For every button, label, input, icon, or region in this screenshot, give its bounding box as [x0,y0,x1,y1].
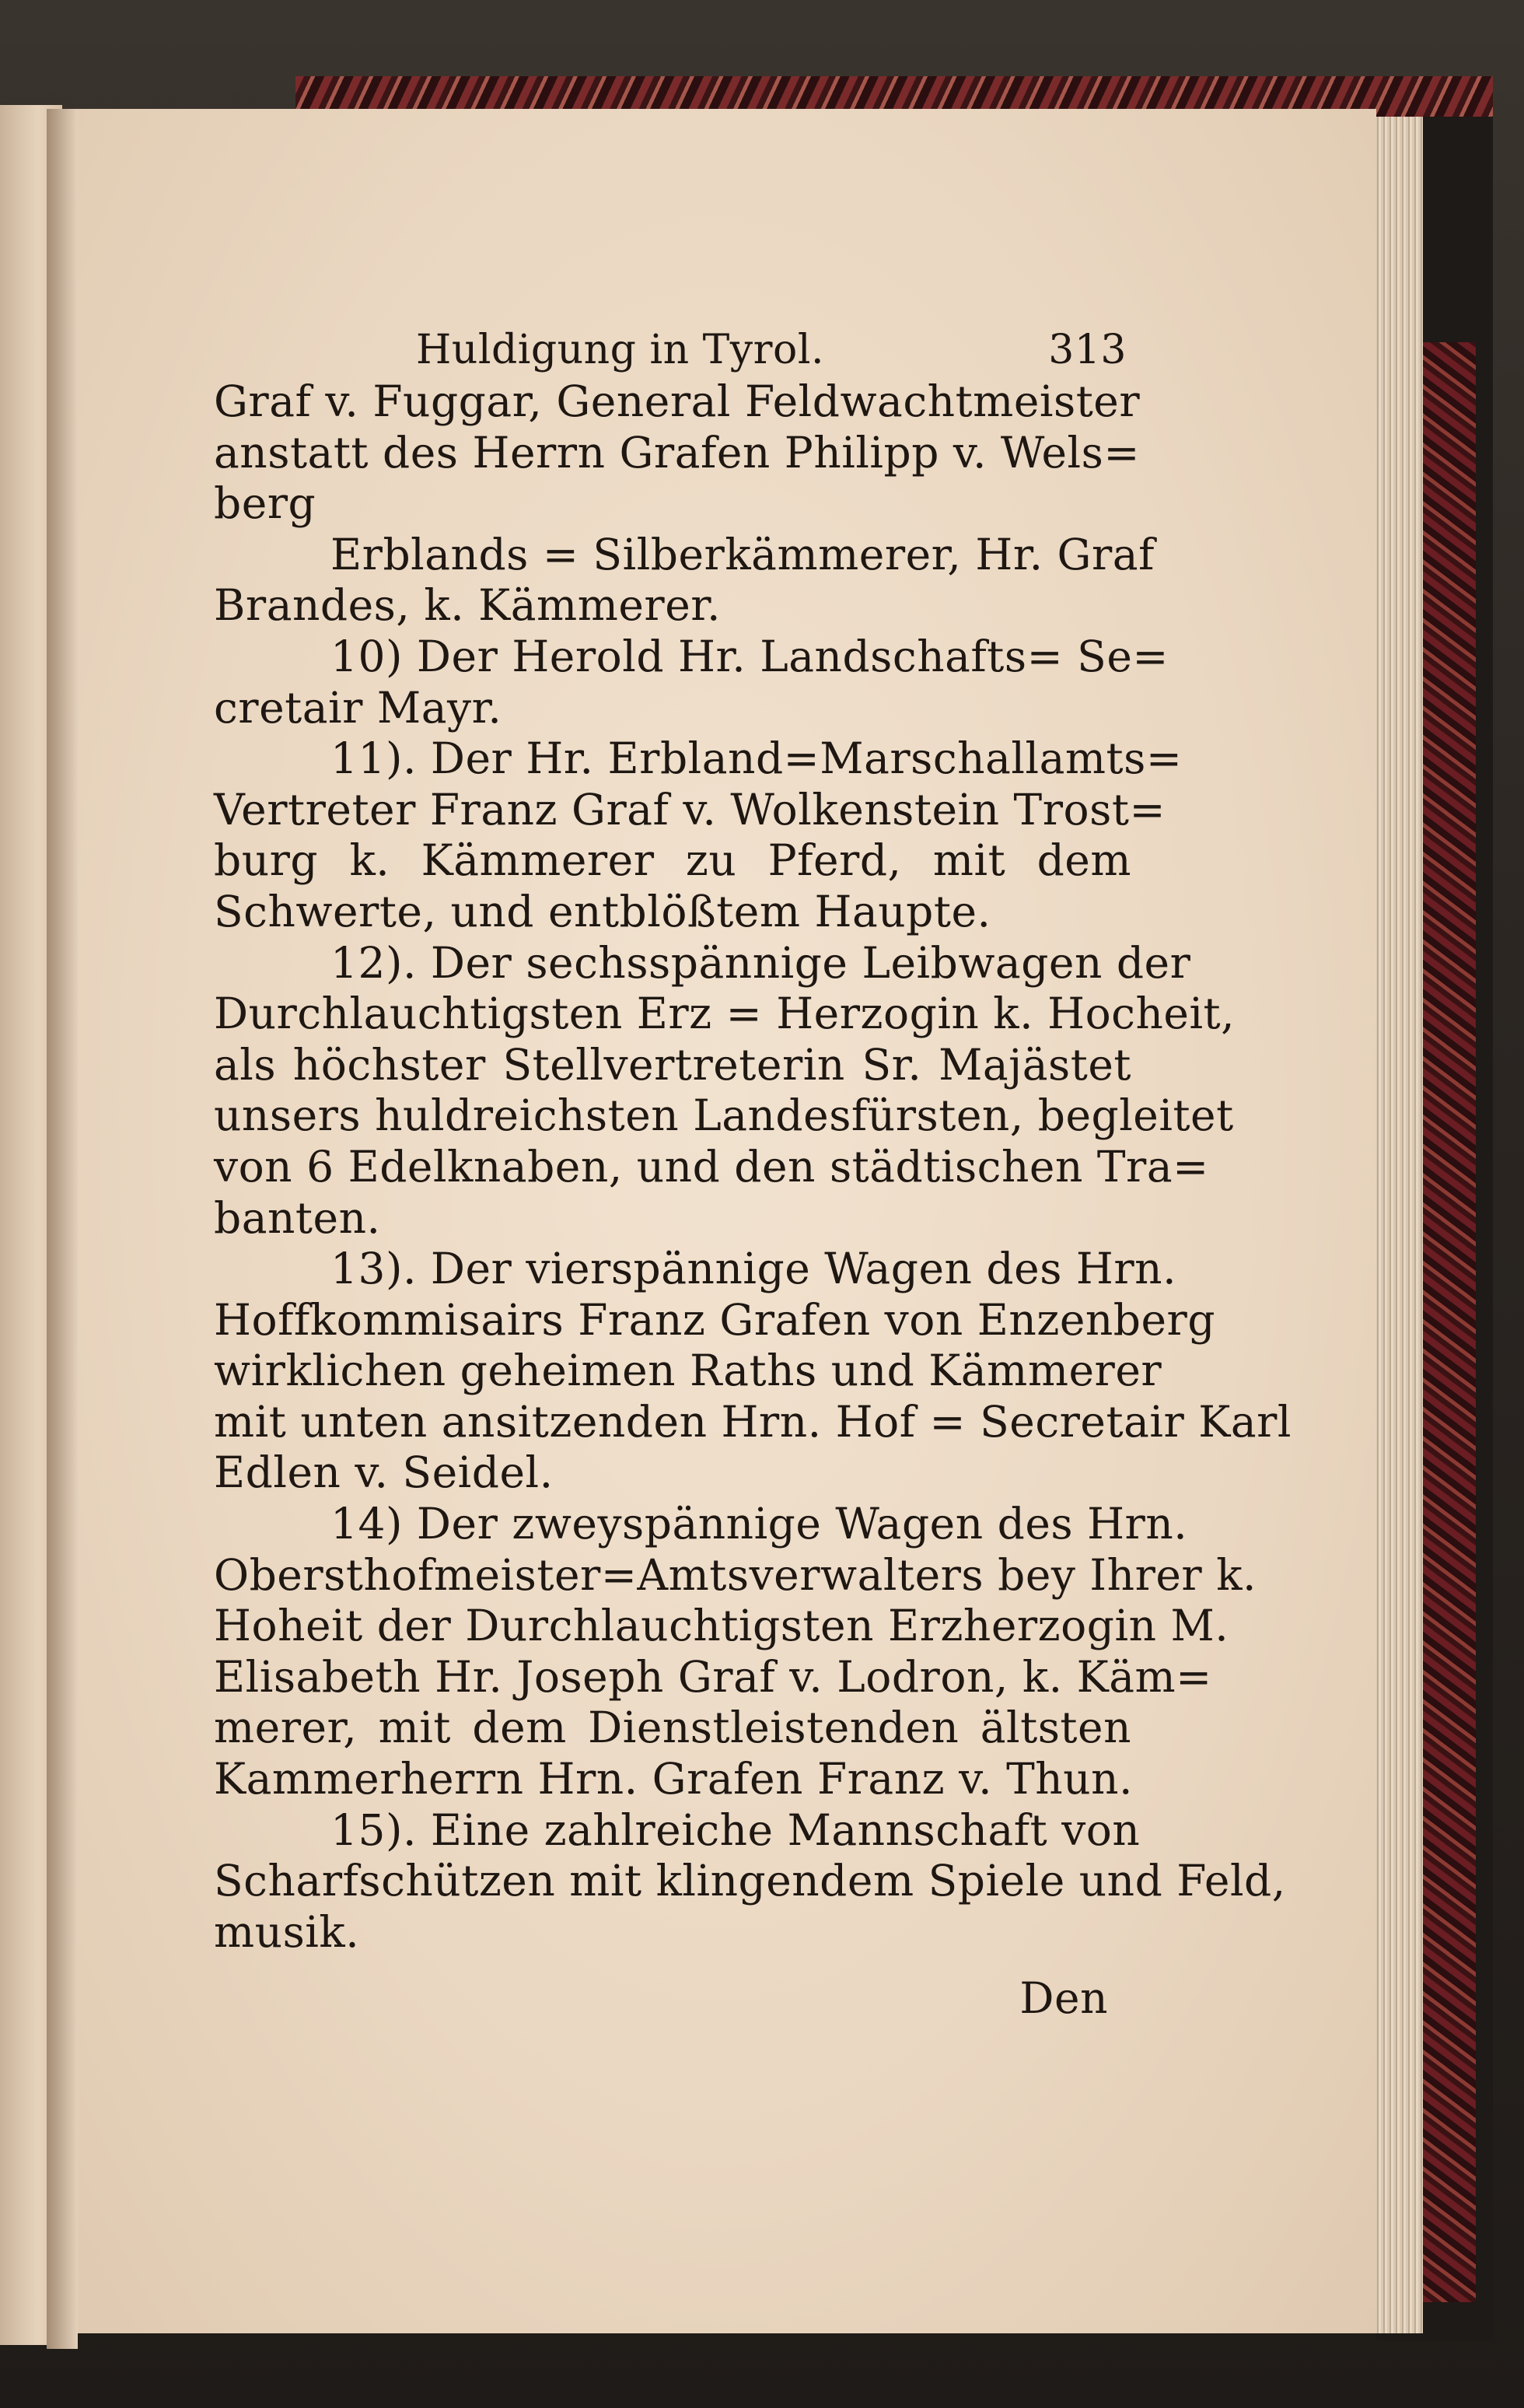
marbled-cover-edge [1421,342,1476,2302]
text-line: unsers huldreichsten Landesfürsten, begleitet [214,1090,1234,1141]
text-line: von 6 Edelknaben, und den städtischen Tra= [214,1141,1209,1192]
text-line: berg [214,478,316,529]
text-line: 11). Der Hr. Erbland=Marschallamts= [330,733,1183,784]
text-line: cretair Mayr. [214,682,502,733]
text-line: Obersthofmeister=Amtsverwalters bey Ihrer k. [214,1549,1257,1600]
text-line: Graf v. Fuggar, General Feldwachtmeister [214,376,1141,426]
text-line: merer, mit dem Dienstleistenden ältsten [214,1703,1131,1753]
text-line: 12). Der sechsspännige Leibwagen der [330,937,1191,988]
text-line: Erblands = Silberkämmerer, Hr. Graf [330,529,1155,579]
page-number: 313 [1048,327,1127,373]
text-line: Schwerte, und entblößtem Haupte. [214,886,991,936]
running-head [214,325,1131,376]
text-line: burg k. Kämmerer zu Pferd, mit dem [214,835,1131,886]
text-line: anstatt des Herrn Grafen Philipp v. Wels= [214,427,1140,478]
text-line: banten. [214,1192,381,1243]
text-line: Brandes, k. Kämmerer. [214,580,721,631]
text-line: Hoheit der Durchlauchtigsten Erzherzogin M. [214,1601,1229,1651]
text-line: Kammerherrn Hrn. Grafen Franz v. Thun. [214,1754,1134,1804]
page-gutter [47,109,78,2349]
text-line: Scharfschützen mit klingendem Spiele und Feld, [214,1856,1286,1906]
text-line: 10) Der Herold Hr. Landschafts= Se= [330,631,1169,681]
text-line: Durchlauchtigsten Erz = Herzogin k. Hocheit, [214,989,1236,1039]
text-line: Vertreter Franz Graf v. Wolkenstein Trost= [214,784,1166,835]
text-line: als höchster Stellvertreterin Sr. Majästet [214,1039,1131,1090]
text-line: 14) Der zweyspännige Wagen des Hrn. [330,1499,1188,1549]
text-line: 15). Eine zahlreiche Mannschaft von [330,1804,1141,1855]
catchword: Den [1019,1973,1108,2024]
text-line: Hoffkommisairs Franz Grafen von Enzenberg [214,1294,1216,1345]
text-line: Elisabeth Hr. Joseph Graf v. Lodron, k. Käm= [214,1651,1212,1702]
text-line: musik. [214,1906,360,1957]
page-text-block [214,325,1292,2025]
text-line: 13). Der vierspännige Wagen des Hrn. [330,1244,1177,1294]
text-line: wirklichen geheimen Raths und Kämmerer [214,1346,1162,1396]
text-line: mit unten ansitzenden Hrn. Hof = Secretair Karl [214,1396,1292,1447]
running-title: Huldigung in Tyrol. [416,327,825,373]
text-line: Edlen v. Seidel. [214,1447,554,1498]
